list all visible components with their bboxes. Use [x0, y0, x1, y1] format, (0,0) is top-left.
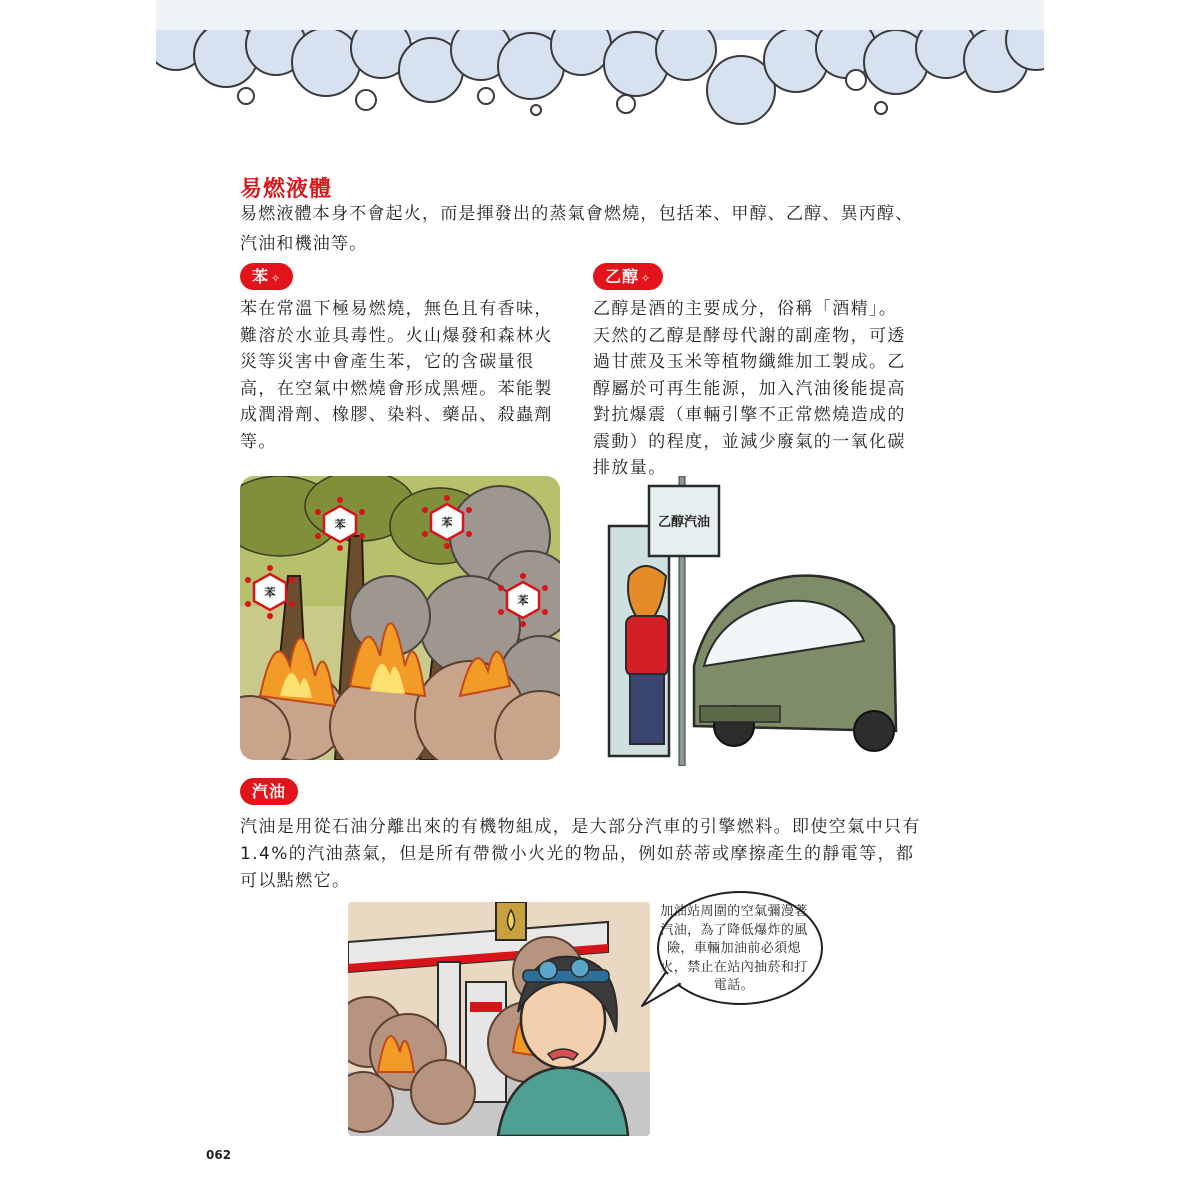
sparkle-icon: ✧ — [641, 272, 652, 285]
sparkle-icon: ✧ — [271, 272, 282, 285]
book-page — [156, 0, 1044, 1200]
section-title: 易燃液體 — [240, 177, 333, 202]
molecule-label: 苯 — [334, 518, 346, 531]
molecule-label: 苯 — [264, 586, 276, 599]
gasoline-tag-label: 汽油 — [252, 782, 287, 801]
gasoline-paragraph: 汽油是用從石油分離出來的有機物組成，是大部分汽車的引擎燃料。即使空氣中只有1.4%的汽油蒸氣，但是所有帶微小火光的物品，例如菸蒂或摩擦產生的靜電等，都可以點燃它。 — [240, 817, 921, 891]
pump-sign: 乙醇汽油 — [657, 515, 711, 530]
page-number: 062 — [206, 1148, 232, 1162]
speech-bubble-text: 加油站周圍的空氣彌漫著汽油，為了降低爆炸的風險，車輛加油前必須熄火，禁止在站內抽菸和打電話。 — [660, 904, 808, 993]
benzene-paragraph: 苯在常溫下極易燃燒，無色且有香味，難溶於水並具毒性。火山爆發和森林火災等災害中會產生苯，它的含碳量很高，在空氣中燃燒會形成黑煙。苯能製成潤滑劑、橡膠、染料、藥品、殺蟲劑等。 — [240, 299, 553, 452]
gas-station-illustration — [348, 902, 650, 1136]
intro-paragraph: 易燃液體本身不會起火，而是揮發出的蒸氣會燃燒，包括苯、甲醇、乙醇、異丙醇、汽油和機油等。 — [240, 204, 914, 254]
ethanol-tag-label: 乙醇 — [605, 267, 640, 286]
benzene-tag-label: 苯 — [252, 267, 270, 286]
ethanol-paragraph: 乙醇是酒的主要成分，俗稱「酒精」。天然的乙醇是酵母代謝的副產物，可透過甘蔗及玉米等植物纖維加工製成。乙醇屬於可再生能源，加入汽油後能提高對抗爆震（車輛引擎不正常燃燒造成的震動）的程度，並減少廢氣的一氧化碳排放量。 — [593, 299, 906, 478]
ethanol-pump-illustration — [604, 476, 904, 766]
smoke-cloud-decoration — [156, 0, 1044, 140]
ethanol-tag — [593, 263, 663, 290]
gasoline-tag — [240, 778, 298, 805]
forest-fire-illustration — [240, 476, 560, 760]
benzene-tag — [240, 263, 293, 290]
molecule-label: 苯 — [441, 516, 453, 529]
molecule-label: 苯 — [517, 594, 529, 607]
